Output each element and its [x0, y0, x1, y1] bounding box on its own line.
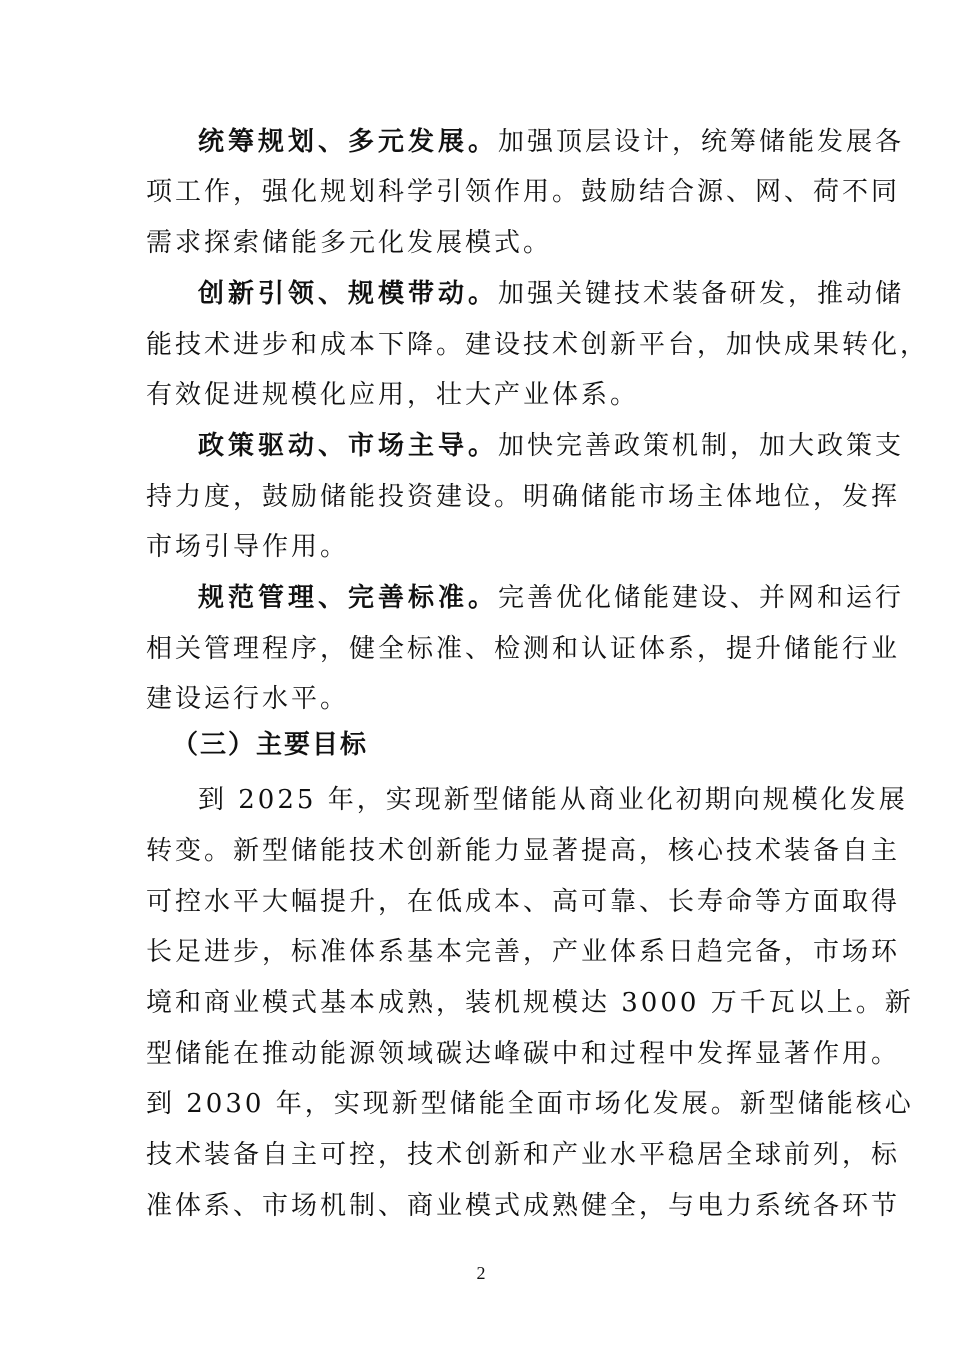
paragraph-2-line-3: 有效促进规模化应用，壮大产业体系。	[146, 380, 640, 410]
goals-line-8: 技术装备自主可控，技术创新和产业水平稳居全球前列，标	[146, 1140, 901, 1170]
paragraph-1-line-1	[198, 127, 905, 157]
goals-line-3: 可控水平大幅提升，在低成本、高可靠、长寿命等方面取得	[146, 887, 901, 917]
goals-line-6: 型储能在推动能源领域碳达峰碳中和过程中发挥显著作用。	[146, 1039, 901, 1069]
paragraph-1-line-3: 需求探索储能多元化发展模式。	[146, 228, 553, 258]
paragraph-2-text: 加强关键技术装备研发，推动储	[498, 279, 905, 309]
paragraph-4-line-3: 建设运行水平。	[146, 684, 350, 714]
goals-line-9: 准体系、市场机制、商业模式成熟健全，与电力系统各环节	[146, 1191, 901, 1221]
paragraph-4-text: 完善优化储能建设、并网和运行	[498, 583, 905, 613]
paragraph-4-line-2: 相关管理程序，健全标准、检测和认证体系，提升储能行业	[146, 634, 901, 664]
paragraph-3-line-2: 持力度，鼓励储能投资建设。明确储能市场主体地位，发挥	[146, 482, 901, 512]
goals-line-1: 到 2025 年，实现新型储能从商业化初期向规模化发展	[198, 785, 908, 815]
goals-line-7: 到 2030 年，实现新型储能全面市场化发展。新型储能核心	[146, 1089, 914, 1119]
paragraph-2-heading: 创新引领、规模带动。	[198, 279, 499, 309]
paragraph-4-line-1	[198, 583, 905, 613]
paragraph-2-line-2: 能技术进步和成本下降。建设技术创新平台，加快成果转化，	[146, 330, 930, 360]
paragraph-1-text: 加强顶层设计，统筹储能发展各	[498, 127, 905, 157]
section-heading: （三）主要目标	[172, 730, 369, 760]
paragraph-3-line-1	[198, 431, 905, 461]
goals-line-5: 境和商业模式基本成熟，装机规模达 3000 万千瓦以上。新	[146, 988, 914, 1018]
paragraph-1-line-2: 项工作，强化规划科学引领作用。鼓励结合源、网、荷不同	[146, 177, 901, 207]
paragraph-1-heading: 统筹规划、多元发展。	[198, 127, 499, 157]
goals-line-2: 转变。新型储能技术创新能力显著提高，核心技术装备自主	[146, 836, 901, 866]
goals-line-4: 长足进步，标准体系基本完善，产业体系日趋完备，市场环	[146, 937, 901, 967]
paragraph-3-heading: 政策驱动、市场主导。	[198, 431, 499, 461]
paragraph-3-line-3: 市场引导作用。	[146, 532, 350, 562]
paragraph-3-text: 加快完善政策机制，加大政策支	[498, 431, 905, 461]
paragraph-2-line-1	[198, 279, 905, 309]
paragraph-4-heading: 规范管理、完善标准。	[198, 583, 499, 613]
page-number: 2	[476, 1263, 486, 1283]
